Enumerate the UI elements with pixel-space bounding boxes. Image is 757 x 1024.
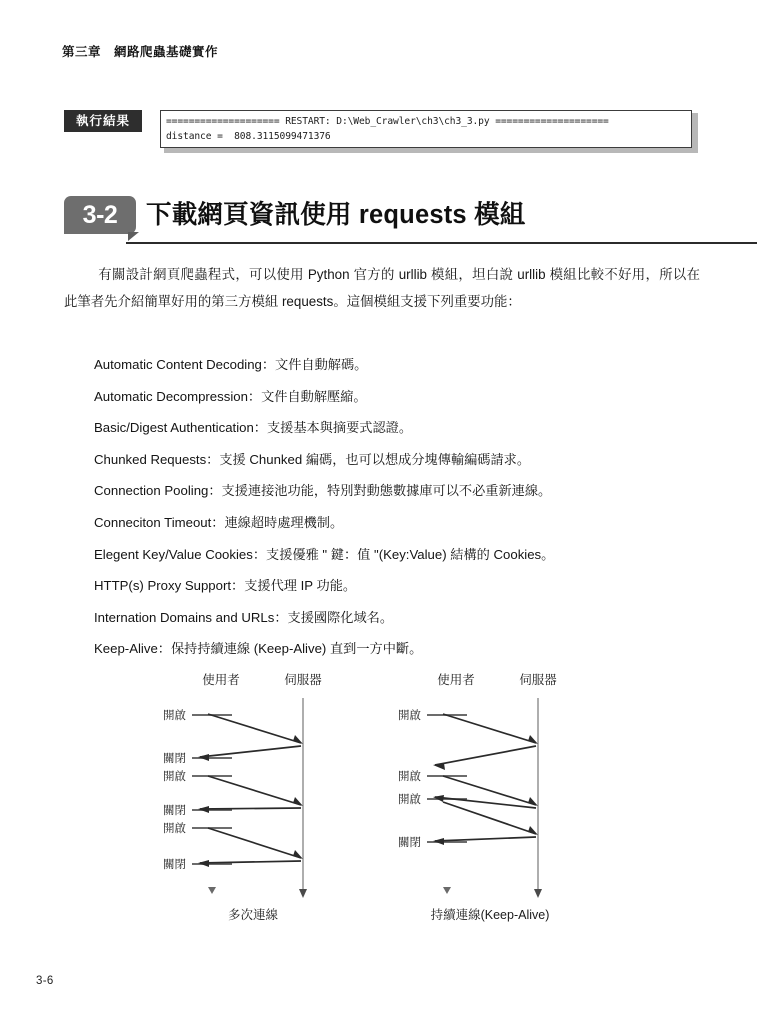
diagram-keepalive-connection	[398, 672, 557, 922]
left-diagram-caption: 多次連線	[227, 908, 279, 922]
left-event-label: 開啟	[163, 823, 186, 835]
list-item: Chunked Requests：支援 Chunked 編碼，也可以想成分塊傳輸編碼請求。	[94, 451, 531, 467]
console-line-restart: ==================== RESTART: D:\Web_Crawler\ch3\ch3_3.py ====================	[166, 116, 609, 127]
right-message-arrows	[433, 714, 538, 845]
left-event-label: 關閉	[163, 859, 186, 871]
running-head: 第三章 網路爬蟲基礎實作	[62, 45, 219, 59]
right-event-label: 關閉	[398, 837, 421, 849]
section-title: 下載網頁資訊使用 requests 模組	[146, 201, 526, 229]
console-line-distance: distance = 808.3115099471376	[166, 131, 331, 142]
right-event-label: 開啟	[398, 710, 421, 722]
list-item: HTTP(s) Proxy Support：支援代理 IP 功能。	[94, 578, 357, 594]
diagram-canvas	[0, 662, 757, 927]
list-item: Connection Pooling：支援連接池功能，特別對動態數據庫可以不必重新連線。	[94, 483, 552, 499]
right-server-header: 伺服器	[519, 673, 557, 687]
right-event-label: 開啟	[398, 794, 421, 806]
left-message-arrows	[198, 714, 303, 867]
console-output	[160, 110, 692, 148]
paragraph-text: 有關設計網頁爬蟲程式，可以使用 Python 官方的 urllib 模組，坦白說 urllib 模組比較不好用，所以在此筆者先介紹簡單好用的第三方模組 requests。這個模組支援下列重要功能：	[64, 267, 700, 309]
list-item: Basic/Digest Authentication：支援基本與摘要式認證。	[94, 420, 413, 436]
section-rule-divider	[126, 242, 757, 244]
list-item: Conneciton Timeout：連線超時處理機制。	[94, 514, 344, 530]
left-client-header: 使用者	[202, 673, 240, 687]
execution-result-tag: 執行結果	[64, 110, 142, 132]
right-diagram-caption: 持續連線(Keep-Alive)	[430, 908, 550, 922]
section-number-label: 3-2	[82, 200, 118, 229]
list-item: Elegent Key/Value Cookies：支援優雅 " 鍵：值 "(Key:Value) 結構的 Cookies。	[94, 546, 555, 562]
right-client-header: 使用者	[437, 673, 475, 687]
right-server-arrow-icon	[534, 889, 542, 898]
execution-result-block	[64, 110, 698, 154]
connection-diagrams	[0, 662, 757, 927]
left-event-label: 關閉	[163, 753, 186, 765]
list-item: Automatic Decompression：文件自動解壓縮。	[94, 388, 367, 404]
section-badge-tail-icon	[128, 232, 139, 241]
left-event-label: 開啟	[163, 710, 186, 722]
left-event-label: 開啟	[163, 771, 186, 783]
right-event-label: 開啟	[398, 771, 421, 783]
section-number-badge	[64, 196, 136, 234]
diagram-multi-connection	[163, 672, 322, 922]
left-server-arrow-icon	[299, 889, 307, 898]
body-paragraph	[64, 262, 700, 315]
left-server-header: 伺服器	[284, 673, 322, 687]
section-heading	[64, 196, 698, 248]
left-client-arrow-icon	[208, 887, 216, 894]
list-item: Automatic Content Decoding：文件自動解碼。	[94, 357, 368, 372]
page-number: 3-6	[36, 975, 54, 987]
left-event-label: 關閉	[163, 805, 186, 817]
right-client-arrow-icon	[443, 887, 451, 894]
list-item: Internation Domains and URLs：支援國際化域名。	[94, 609, 394, 625]
list-item: Keep-Alive：保持持續連線 (Keep-Alive) 直到一方中斷。	[94, 641, 423, 657]
feature-list	[94, 349, 704, 665]
